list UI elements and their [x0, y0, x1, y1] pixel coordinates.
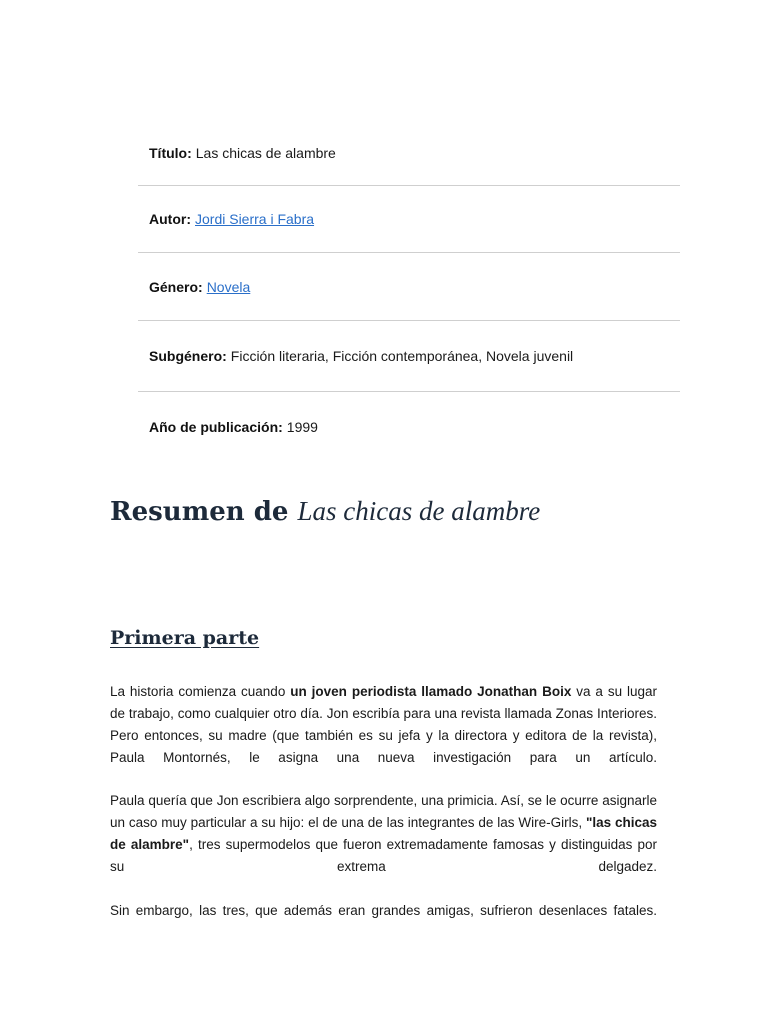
- year-value: 1999: [286, 419, 318, 435]
- paragraph-2-text-c: , tres supermodelos que fueron extremadamente famosas y distinguidas por su extrema delgadez.: [110, 837, 658, 874]
- genre-label: Género:: [149, 278, 203, 295]
- metadata-row-year: [138, 392, 680, 462]
- section-heading: Primera parte: [110, 627, 260, 649]
- subgenre-label: Subgénero:: [149, 348, 227, 364]
- author-label: Autor:: [149, 211, 191, 227]
- title-value: Las chicas de alambre: [195, 144, 336, 161]
- summary-heading-prefix: Resumen de: [110, 497, 289, 527]
- book-metadata-table: [138, 120, 680, 462]
- paragraph-3: Sin embargo, las tres, que además eran grandes amigas, sufrieron desenlaces fatales.: [110, 903, 657, 918]
- paragraph-2: [110, 790, 657, 878]
- paragraph-1-text-a: La historia comienza cuando: [110, 684, 291, 699]
- paragraph-1-text-c: va a su lugar de trabajo, como cualquier otro día. Jon escribía para una revista llamada Zonas Interiores. Pero entonces, su madre (que también es su jefa y la directora y editora de la revista), Paula Montornés, le asigna una nueva investigación para un artículo.: [110, 684, 658, 765]
- year-label: Año de publicación:: [149, 419, 283, 435]
- metadata-row-author: [138, 186, 680, 253]
- paragraph-2-bold: "las chicas de alambre": [110, 815, 657, 852]
- summary-heading-book-title: Las chicas de alambre: [297, 496, 541, 526]
- paragraph-1-bold: un joven periodista llamado Jonathan Boix: [290, 684, 572, 699]
- metadata-row-subgenre: [138, 321, 680, 392]
- author-link[interactable]: Jordi Sierra i Fabra: [195, 211, 315, 227]
- paragraph-2-text-a: Paula quería que Jon escribiera algo sorprendente, una primicia. Así, se le ocurre asignarle un caso muy particular a su hijo: el de una de las integrantes de las Wire-Girls,: [110, 793, 657, 830]
- metadata-row-genre: [138, 253, 680, 321]
- genre-link[interactable]: Novela: [206, 278, 251, 295]
- title-label: Título:: [149, 144, 192, 161]
- metadata-row-title: [138, 120, 680, 186]
- paragraph-1: [110, 681, 657, 769]
- subgenre-value: Ficción literaria, Ficción contemporánea, Novela juvenil: [230, 348, 574, 364]
- summary-heading: [110, 493, 540, 530]
